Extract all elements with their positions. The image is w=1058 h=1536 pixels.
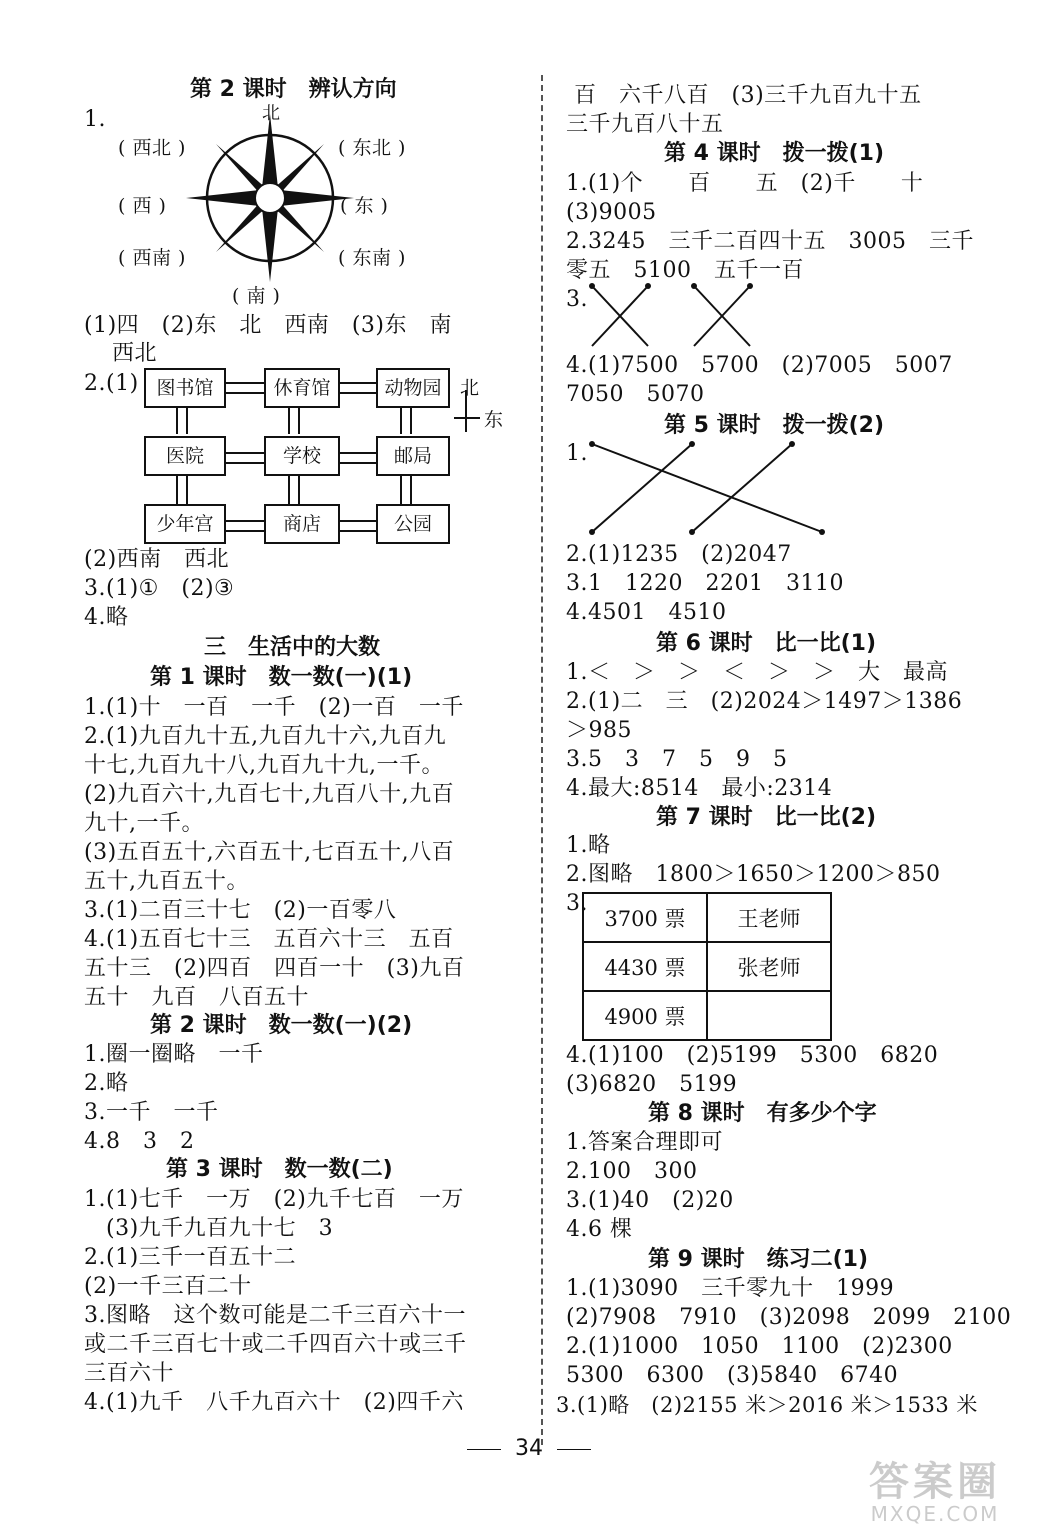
lesson-title: 第 7 课时 比一比(2) bbox=[656, 805, 877, 830]
compass-north-label: 北 bbox=[262, 103, 281, 124]
map-road bbox=[338, 452, 378, 464]
matching-lines-figure bbox=[586, 282, 766, 352]
answer-line: 2.(1)三千一百五十二 bbox=[84, 1245, 297, 1270]
answer-line: 4.4501 4510 bbox=[566, 600, 727, 625]
lesson-title: 第 2 课时 辨认方向 bbox=[190, 77, 397, 102]
answer-line: 1.(1)3090 三千零九十 1999 bbox=[566, 1276, 895, 1301]
answer-line: 三百六十 bbox=[84, 1361, 175, 1386]
map-road bbox=[176, 406, 188, 434]
answer-line: (2)7908 7910 (3)2098 2099 2100 bbox=[566, 1305, 1012, 1330]
page-number bbox=[0, 1436, 1058, 1461]
map-north-label: 北 bbox=[460, 377, 480, 399]
map-box-shop: 商店 bbox=[264, 504, 340, 544]
answer-line: 3.(1)二百三十七 (2)一百零八 bbox=[84, 898, 397, 923]
answer-line: 2.图略 1800＞1650＞1200＞850 bbox=[566, 862, 941, 887]
answer-line: 3.5 3 7 5 9 5 bbox=[566, 747, 788, 772]
answer-line: 百 六千八百 (3)三千九百九十五 bbox=[574, 83, 922, 108]
answer-line: 1.(1)十 一百 一千 (2)一百 一千 bbox=[84, 695, 464, 720]
watermark-main: 答案圈 bbox=[869, 1459, 1001, 1505]
map-road bbox=[224, 452, 264, 464]
map-road bbox=[338, 520, 378, 532]
page-number-dash bbox=[557, 1449, 591, 1450]
compass-ne-answer: ( 东北 ) bbox=[338, 137, 406, 159]
map-box-youth-palace: 少年宫 bbox=[144, 504, 226, 544]
map-road bbox=[176, 474, 188, 504]
map-road bbox=[288, 474, 300, 504]
answer-line: (3)九千九百九十七 3 bbox=[106, 1216, 334, 1241]
answer-line: 4.略 bbox=[84, 605, 129, 630]
compass-e-answer: ( 东 ) bbox=[340, 195, 389, 217]
answer-line: (2)一千三百二十 bbox=[84, 1274, 252, 1299]
answer-line: 4.8 3 2 bbox=[84, 1129, 195, 1154]
map-road bbox=[288, 406, 300, 434]
map-box-zoo: 动物园 bbox=[376, 368, 450, 408]
map-road bbox=[400, 406, 412, 434]
votes-table bbox=[582, 892, 832, 1041]
lesson-title: 第 3 课时 数一数(二) bbox=[166, 1157, 393, 1182]
compass-nw-answer: ( 西北 ) bbox=[118, 137, 186, 159]
question-number: 1. bbox=[566, 441, 588, 466]
answer-line: 2.(1)九百九十五,九百九十六,九百九 bbox=[84, 724, 447, 749]
answer-line: 1.(1)七千 一万 (2)九千七百 一万 bbox=[84, 1187, 464, 1212]
answer-line: (2)九百六十,九百七十,九百八十,九百 bbox=[84, 782, 455, 807]
map-box-post-office: 邮局 bbox=[376, 436, 450, 476]
table-cell: 张老师 bbox=[707, 942, 831, 991]
answer-line: 3.1 1220 2201 3110 bbox=[566, 571, 844, 596]
answer-line: 零五 5100 五千一百 bbox=[566, 258, 804, 283]
table-row bbox=[583, 991, 831, 1040]
answer-line: 十七,九百九十八,九百九十九,一千。 bbox=[84, 753, 444, 778]
answer-line: 3.图略 这个数可能是二千三百六十一 bbox=[84, 1303, 466, 1328]
compass-s-answer: ( 南 ) bbox=[232, 285, 281, 307]
answer-line: 三千九百八十五 bbox=[566, 112, 724, 137]
table-cell: 3700 票 bbox=[583, 893, 707, 942]
answer-line: 1.圈一圈略 一千 bbox=[84, 1042, 264, 1067]
page-number-text: 34 bbox=[515, 1436, 543, 1461]
compass-sw-answer: ( 西南 ) bbox=[118, 247, 186, 269]
map-road bbox=[338, 382, 378, 394]
watermark-url: MXQE.COM bbox=[870, 1502, 1000, 1526]
answer-line: 4.6 棵 bbox=[566, 1217, 633, 1242]
answer-line: 4.(1)7500 5700 (2)7005 5007 bbox=[566, 353, 953, 378]
question-number: 3. bbox=[566, 891, 588, 916]
table-row bbox=[583, 942, 831, 991]
map-road bbox=[224, 520, 264, 532]
map-east-label: 东 bbox=[484, 409, 504, 431]
table-cell: 4900 票 bbox=[583, 991, 707, 1040]
answer-line: 4.最大:8514 最小:2314 bbox=[566, 776, 833, 801]
answer-line: 五十 九百 八百五十 bbox=[84, 985, 310, 1010]
answer-line: 1.(1)个 百 五 (2)千 十 bbox=[566, 171, 924, 196]
map-box-hospital: 医院 bbox=[144, 436, 226, 476]
answer-line: 3.(1)① (2)③ bbox=[84, 576, 235, 601]
answer-line: 或二千三百七十或二千四百六十或三千 bbox=[84, 1332, 467, 1357]
lesson-title: 第 6 课时 比一比(1) bbox=[656, 631, 877, 656]
answer-line: 5300 6300 (3)5840 6740 bbox=[566, 1363, 899, 1388]
table-cell: 王老师 bbox=[707, 893, 831, 942]
answer-line: (3)五百五十,六百五十,七百五十,八百 bbox=[84, 840, 455, 865]
map-box-school: 学校 bbox=[264, 436, 340, 476]
answer-line: 1.略 bbox=[566, 833, 611, 858]
answer-line: (3)6820 5199 bbox=[566, 1072, 738, 1097]
lesson-title: 第 9 课时 练习二(1) bbox=[648, 1247, 869, 1272]
answer-line: 2.3245 三千二百四十五 3005 三千 bbox=[566, 229, 974, 254]
table-row bbox=[583, 893, 831, 942]
answer-line: 2.(1)1235 (2)2047 bbox=[566, 542, 792, 567]
answer-line: 3.(1)40 (2)20 bbox=[566, 1188, 734, 1213]
answer-line: 2.略 bbox=[84, 1071, 129, 1096]
answer-line: 2.100 300 bbox=[566, 1159, 698, 1184]
lesson-title: 第 4 课时 拨一拨(1) bbox=[664, 141, 885, 166]
answer-line: 五十,九百五十。 bbox=[84, 869, 249, 894]
answer-line: 西北 bbox=[112, 341, 158, 366]
answer-line: 7050 5070 bbox=[566, 382, 705, 407]
compass-w-answer: ( 西 ) bbox=[118, 195, 167, 217]
answer-line: (3)9005 bbox=[566, 200, 657, 225]
unit-title: 三 生活中的大数 bbox=[204, 635, 381, 660]
answer-line: (1)四 (2)东 北 西南 (3)东 南 bbox=[84, 313, 452, 338]
table-cell bbox=[707, 991, 831, 1040]
answer-line: 九十,一千。 bbox=[84, 811, 204, 836]
answer-line: 4.(1)100 (2)5199 5300 6820 bbox=[566, 1043, 939, 1068]
school-map bbox=[78, 366, 518, 556]
table-cell: 4430 票 bbox=[583, 942, 707, 991]
matching-lines-figure bbox=[586, 438, 826, 538]
answer-line: ＞985 bbox=[566, 718, 632, 743]
answer-line: 4.(1)五百七十三 五百六十三 五百 bbox=[84, 927, 454, 952]
lesson-title: 第 8 课时 有多少个字 bbox=[648, 1101, 877, 1126]
map-box-gym: 休育馆 bbox=[264, 368, 340, 408]
map-road bbox=[400, 474, 412, 504]
lesson-title: 第 1 课时 数一数(一)(1) bbox=[150, 665, 413, 690]
question-number: 3. bbox=[566, 287, 588, 312]
compass-se-answer: ( 东南 ) bbox=[338, 247, 406, 269]
question-number: 2.(1) bbox=[84, 371, 139, 396]
map-road bbox=[224, 382, 264, 394]
answer-line: (2)西南 西北 bbox=[84, 547, 230, 572]
lesson-title: 第 2 课时 数一数(一)(2) bbox=[150, 1013, 413, 1038]
page-number-dash bbox=[467, 1449, 501, 1450]
answer-line: 3.(1)略 (2)2155 米＞2016 米＞1533 米 bbox=[556, 1393, 978, 1417]
answer-line: 2.(1)二 三 (2)2024＞1497＞1386 bbox=[566, 689, 963, 714]
lesson-title: 第 5 课时 拨一拨(2) bbox=[664, 413, 885, 438]
map-box-park: 公园 bbox=[376, 504, 450, 544]
answer-line: 五十三 (2)四百 四百一十 (3)九百 bbox=[84, 956, 465, 981]
answer-line: 1.＜ ＞ ＞ ＜ ＞ ＞ 大 最高 bbox=[566, 660, 948, 685]
answer-line: 4.(1)九千 八千九百六十 (2)四千六 bbox=[84, 1390, 464, 1415]
answer-line: 1.答案合理即可 bbox=[566, 1130, 723, 1155]
answer-line: 2.(1)1000 1050 1100 (2)2300 bbox=[566, 1334, 953, 1359]
column-divider bbox=[541, 75, 543, 1445]
answer-line: 3.一千 一千 bbox=[84, 1100, 219, 1125]
watermark-logo bbox=[840, 1460, 1030, 1526]
map-box-library: 图书馆 bbox=[144, 368, 226, 408]
question-number: 1. bbox=[84, 107, 106, 132]
